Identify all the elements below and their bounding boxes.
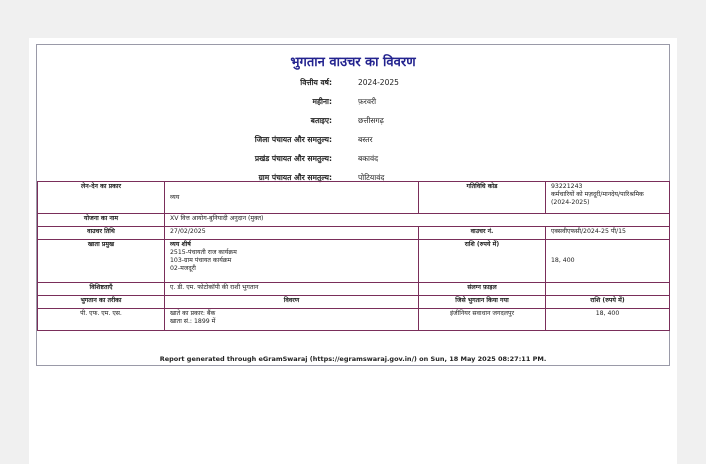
payment-amount-value: 18, 400 xyxy=(546,309,670,331)
header-value: फ़रवरी xyxy=(358,97,377,106)
voucher-table xyxy=(37,181,670,331)
header-label: बताइए: xyxy=(310,116,332,125)
expense-head-line: 2515-पंचायती राज कार्यक्रम xyxy=(170,249,237,256)
page-title: भुगतान वाउचर का विवरण xyxy=(290,55,416,70)
header-value: बकावंद xyxy=(358,154,379,163)
activity-code-label: गतिविधि कोड xyxy=(419,182,546,214)
payment-mode-value: पी. एफ. एम. एस. xyxy=(38,309,165,331)
table-row xyxy=(38,227,670,240)
activity-code: 93221243 xyxy=(551,183,583,190)
scheme-name-label: योजना का नाम xyxy=(38,214,165,227)
header-value: 2024-2025 xyxy=(358,78,399,87)
voucher-date-value: 27/02/2025 xyxy=(165,227,419,240)
table-row xyxy=(38,309,670,331)
payment-details-value xyxy=(165,309,419,331)
header-row-block xyxy=(37,153,669,165)
expense-head-line: 103-ग्राम पंचायत कार्यक्रम xyxy=(170,257,232,264)
scheme-name-value: XV वित्त आयोग-बुनियादी अनुदान (मुक्त) xyxy=(165,214,670,227)
voucher-frame xyxy=(36,44,670,366)
header-label: वित्तीय वर्ष: xyxy=(300,78,332,87)
header-label: प्रखंड पंचायत और समतुल्य: xyxy=(254,154,332,163)
header-label: महीना: xyxy=(312,97,332,106)
payment-amount-header: राशि (रुपये में) xyxy=(546,296,670,309)
header-value: बस्तर xyxy=(358,135,373,144)
account-head-label: खाता प्रमुख xyxy=(38,240,165,283)
header-row-financial-year xyxy=(37,77,669,89)
account-number: खाता सं.: 1899 में xyxy=(170,318,216,325)
transaction-type-value: व्यय xyxy=(165,182,419,214)
payee-value: इंजीनियर सवाधान जगदलपुर xyxy=(419,309,546,331)
account-type: खाते का प्रकार: बैंक xyxy=(170,310,216,317)
details-header: विवरण xyxy=(165,296,419,309)
header-row-district xyxy=(37,134,669,146)
activity-description: कर्मचारियों को मज़दूरी/मानदेय/पारिश्रमिक xyxy=(551,191,644,198)
particulars-label: विशिष्टताएँ xyxy=(38,283,165,296)
voucher-date-label: वाउचर तिथि xyxy=(38,227,165,240)
expense-head-title: व्यय शीर्ष xyxy=(170,241,191,248)
header-value: छत्तीसगढ़ xyxy=(358,116,384,125)
table-row xyxy=(38,296,670,309)
header-label: जिला पंचायत और समतुल्य: xyxy=(254,135,332,144)
table-row xyxy=(38,182,670,214)
table-row xyxy=(38,240,670,283)
voucher-number-label: वाउचर नं. xyxy=(419,227,546,240)
attached-file-label: संलग्न फ़ाइल xyxy=(419,283,546,296)
table-row xyxy=(38,214,670,227)
header-row-state xyxy=(37,115,669,127)
payment-mode-header: भुगतान का तरीका xyxy=(38,296,165,309)
payee-header: जिसे भुगतान किया गया xyxy=(419,296,546,309)
transaction-type-label: लेन-देन का प्रकार xyxy=(38,182,165,214)
report-footer: Report generated through eGramSwaraj (https://egramswaraj.gov.in/) on Sun, 18 May 2025 08:27:11 PM. xyxy=(159,355,547,363)
attached-file-value[interactable] xyxy=(546,283,670,296)
amount-value: 18, 400 xyxy=(546,240,670,283)
voucher-number-value: एक्सवीएफसी/2024-25 पी/15 xyxy=(546,227,670,240)
amount-label: राशि (रुपये में) xyxy=(419,240,546,283)
particulars-value: ए. डी. एम. फोटोकॉपी की राशी भुगतान xyxy=(165,283,419,296)
document-page xyxy=(29,38,677,464)
expense-head-line: 02-मजदूरी xyxy=(170,265,196,272)
table-row xyxy=(38,283,670,296)
header-value: पोटियावंद xyxy=(358,173,385,182)
activity-year: (2024-2025) xyxy=(551,199,590,206)
header-label: ग्राम पंचायत और समतुल्य: xyxy=(258,173,332,182)
header-row-month xyxy=(37,96,669,108)
account-head-value xyxy=(165,240,419,283)
activity-code-value xyxy=(546,182,670,214)
